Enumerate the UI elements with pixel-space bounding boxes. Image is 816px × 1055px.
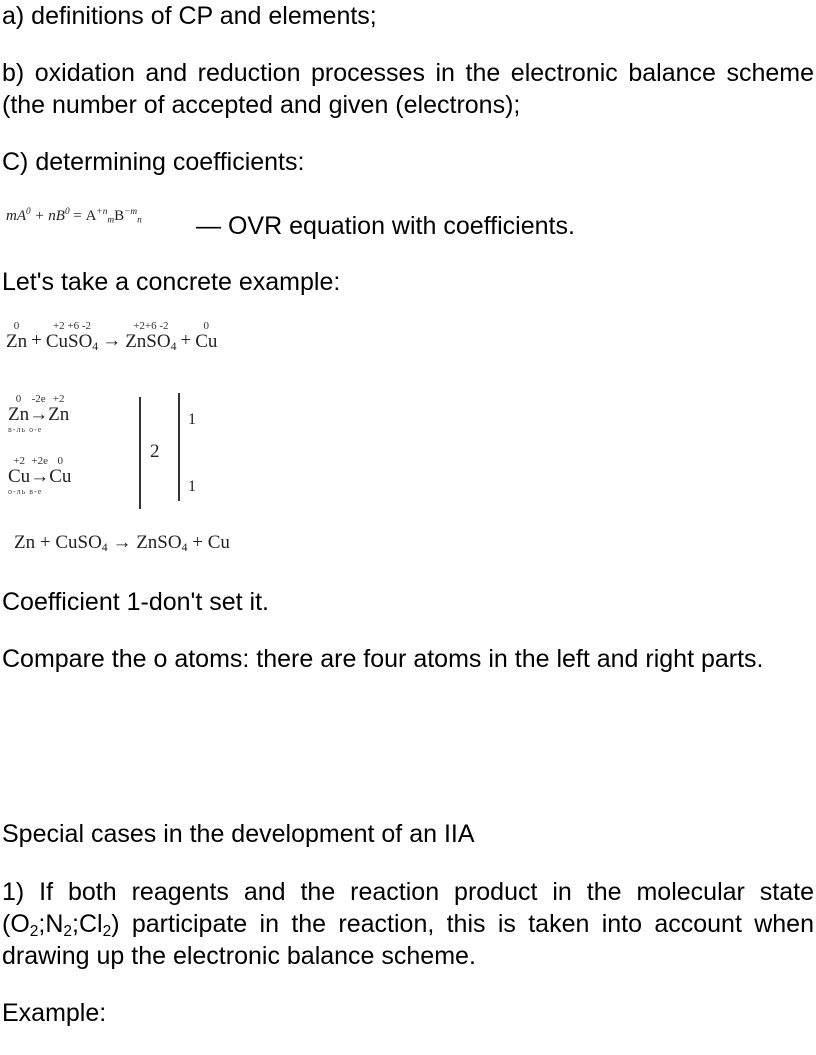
cu-half-reaction: +2 Cu +2e → 0 Cu о-ль в-е (8, 455, 72, 496)
special-cases-heading: Special cases in the development of an IIA (2, 820, 475, 848)
electronic-balance-scheme (8, 393, 208, 518)
special-case-1-paragraph: 1) If both reagents and the reaction product in the molecular state $(O_2;N_2;Cl_2)$ participate in the reaction, this is taken into account when drawing up the electronic balance scheme. (2, 878, 814, 970)
definitions-item: a) definitions of CP and elements; (2, 2, 377, 30)
scheme-divider-left (139, 397, 141, 509)
oxidation-reduction-item: b) oxidation and reduction processes in the electronic balance scheme (the number of accepted and given (electrons); (2, 59, 814, 119)
zn-coefficient: 1 (188, 411, 196, 428)
ovr-equation-caption: — OVR equation with coefficients. (196, 212, 575, 240)
lcm-value: 2 (150, 441, 160, 462)
scheme-divider-right (178, 393, 180, 501)
reaction-equation: 0 Zn + +2 +6 -2 CuSO$_4$ → +2+6 -2 ZnSO$_4$ + 0 Cu (6, 320, 218, 353)
coefficient-note: Coefficient 1-don't set it. (2, 588, 269, 616)
zn-half-reaction: 0 Zn -2e → +2 Zn в-ль о-е (8, 393, 70, 434)
concrete-example-intro: Let's take a concrete example: (2, 268, 341, 296)
example-label: Example: (2, 999, 107, 1027)
coefficients-item: C) determining coefficients: (2, 148, 305, 176)
general-ovr-equation: $mA^0 + nB^0 = A^{+n}_mB^{-m}_n$ (6, 207, 142, 226)
compare-atoms-paragraph: Compare the o atoms: there are four atoms in the left and right parts. (2, 645, 764, 673)
cu-coefficient: 1 (188, 478, 196, 495)
final-equation: Zn + CuSO$_4$ → ZnSO$_4$ + Cu (14, 532, 230, 554)
